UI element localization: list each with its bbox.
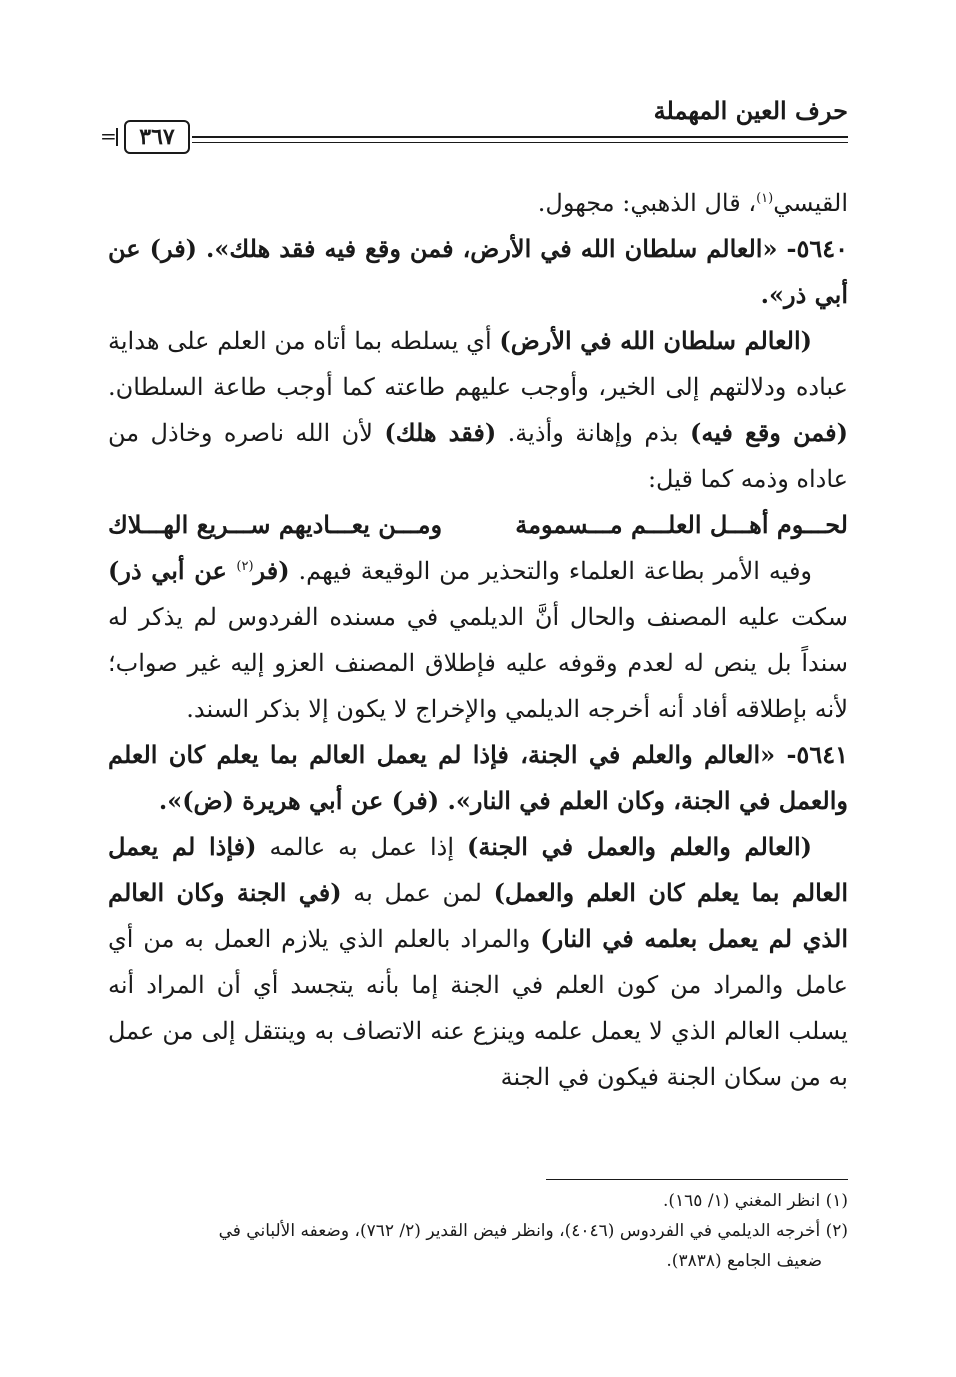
quoted-phrase: (فر bbox=[253, 556, 290, 585]
text-span: والمراد بالعلم الذي يلازم العمل به من أي عامل والمراد من كون العلم في الجنة إما بأنه يتجسد أي أن المراد أنه يسلب العالم الذي لا يعمل علمه وينزع عنه الاتصاف به وينتقل إلى من عمل به من سكان الجنة فيكون في الجنة bbox=[108, 925, 848, 1091]
hadith-entry bbox=[108, 732, 848, 824]
text-span: ، قال الذهبي: مجهول. bbox=[537, 189, 757, 217]
commentary-paragraph bbox=[108, 824, 848, 1100]
footnote-1: (١) انظر المغني (١/ ١٦٥). bbox=[662, 1191, 848, 1211]
paragraph bbox=[108, 180, 848, 226]
page-number: ٣٦٧ bbox=[124, 120, 190, 154]
hadith-number: ٥٦٤٠- bbox=[777, 234, 848, 263]
footnote-2-continuation: ضعيف الجامع (٣٨٣٨). bbox=[666, 1251, 822, 1271]
footnote-separator bbox=[546, 1179, 848, 1180]
text-span: القيسي bbox=[773, 189, 848, 217]
text-span: سكت عليه المصنف والحال أنَّ الديلمي في مسنده الفردوس لم يذكر له سنداً بل ينص له لعدم وقوفه عليه فإطلاق المصنف العزو إليه غير صواب؛ لأنه بإطلاقه أفاد أنه أخرجه الديلمي والإخراج لا يكون إلا بذكر السند. bbox=[108, 603, 848, 723]
hadith-text: «العالم والعلم في الجنة، فإذا لم يعمل العالم بما يعلم كان العلم والعمل في الجنة، وكان العلم في النار». (فر) عن أبي هريرة (ض)». bbox=[108, 740, 848, 815]
header-rule-thin bbox=[192, 142, 848, 143]
poetry-verse bbox=[108, 502, 848, 548]
quoted-phrase: عن أبي ذر) bbox=[108, 556, 237, 585]
verse-hemistich-right: لحـــوم أهـــل العلـــم مـــسمومة bbox=[515, 510, 848, 539]
text-span: لمن عمل به bbox=[341, 879, 494, 907]
text-span: إذا عمل به عالمه bbox=[256, 833, 467, 861]
hadith-entry bbox=[108, 226, 848, 318]
quoted-phrase: (فإذا لم يعمل العالم بما يعلم كان العلم والعمل) bbox=[108, 832, 848, 907]
header-rule bbox=[192, 136, 848, 138]
footnote-ref: (٢) bbox=[236, 559, 254, 574]
commentary-paragraph bbox=[108, 548, 848, 732]
text-span: بذم وإهانة وأذية. bbox=[496, 419, 690, 447]
main-text bbox=[108, 180, 848, 1100]
verse-hemistich-left: ومـــن يعـــاديهم ســـريع الهـــلاك bbox=[108, 510, 443, 539]
quoted-phrase: (فمن وقع فيه) bbox=[689, 418, 848, 447]
text-span: لأن الله ناصره وخاذل من عاداه وذمه كما قيل: bbox=[108, 419, 848, 493]
text-span: وفيه الأمر بطاعة العلماء والتحذير من الوقيعة فيهم. bbox=[289, 557, 813, 585]
hadith-text: «العالم سلطان الله في الأرض، فمن وقع فيه فقد هلك». (فر) عن أبي ذر». bbox=[108, 234, 848, 309]
hadith-number: ٥٦٤١- bbox=[775, 740, 848, 769]
footnote-2: (٢) أخرجه الديلمي في الفردوس (٤٠٤٦)، وانظر فيض القدير (٢/ ٧٦٢)، وضعفه الألباني في bbox=[218, 1221, 848, 1241]
quoted-phrase: (العالم والعلم والعمل في الجنة) bbox=[467, 832, 812, 861]
commentary-paragraph bbox=[108, 318, 848, 502]
quoted-phrase: (العالم سلطان الله في الأرض) bbox=[499, 326, 813, 355]
header-ornament: = bbox=[100, 124, 117, 148]
footnotes bbox=[108, 1186, 848, 1276]
running-header-title: حرف العين المهملة bbox=[653, 96, 848, 125]
quoted-phrase: (في الجنة وكان العالم الذي لم يعمل بعلمه في النار) bbox=[108, 878, 849, 953]
footnote-ref: (١) bbox=[756, 191, 774, 206]
quoted-phrase: (فقد هلك) bbox=[384, 418, 497, 447]
text-span: أي يسلطه بما أتاه من العلم على هداية عباده ودلالتهم إلى الخير، وأوجب عليهم طاعته كما أوجب طاعة السلطان. bbox=[108, 327, 848, 401]
